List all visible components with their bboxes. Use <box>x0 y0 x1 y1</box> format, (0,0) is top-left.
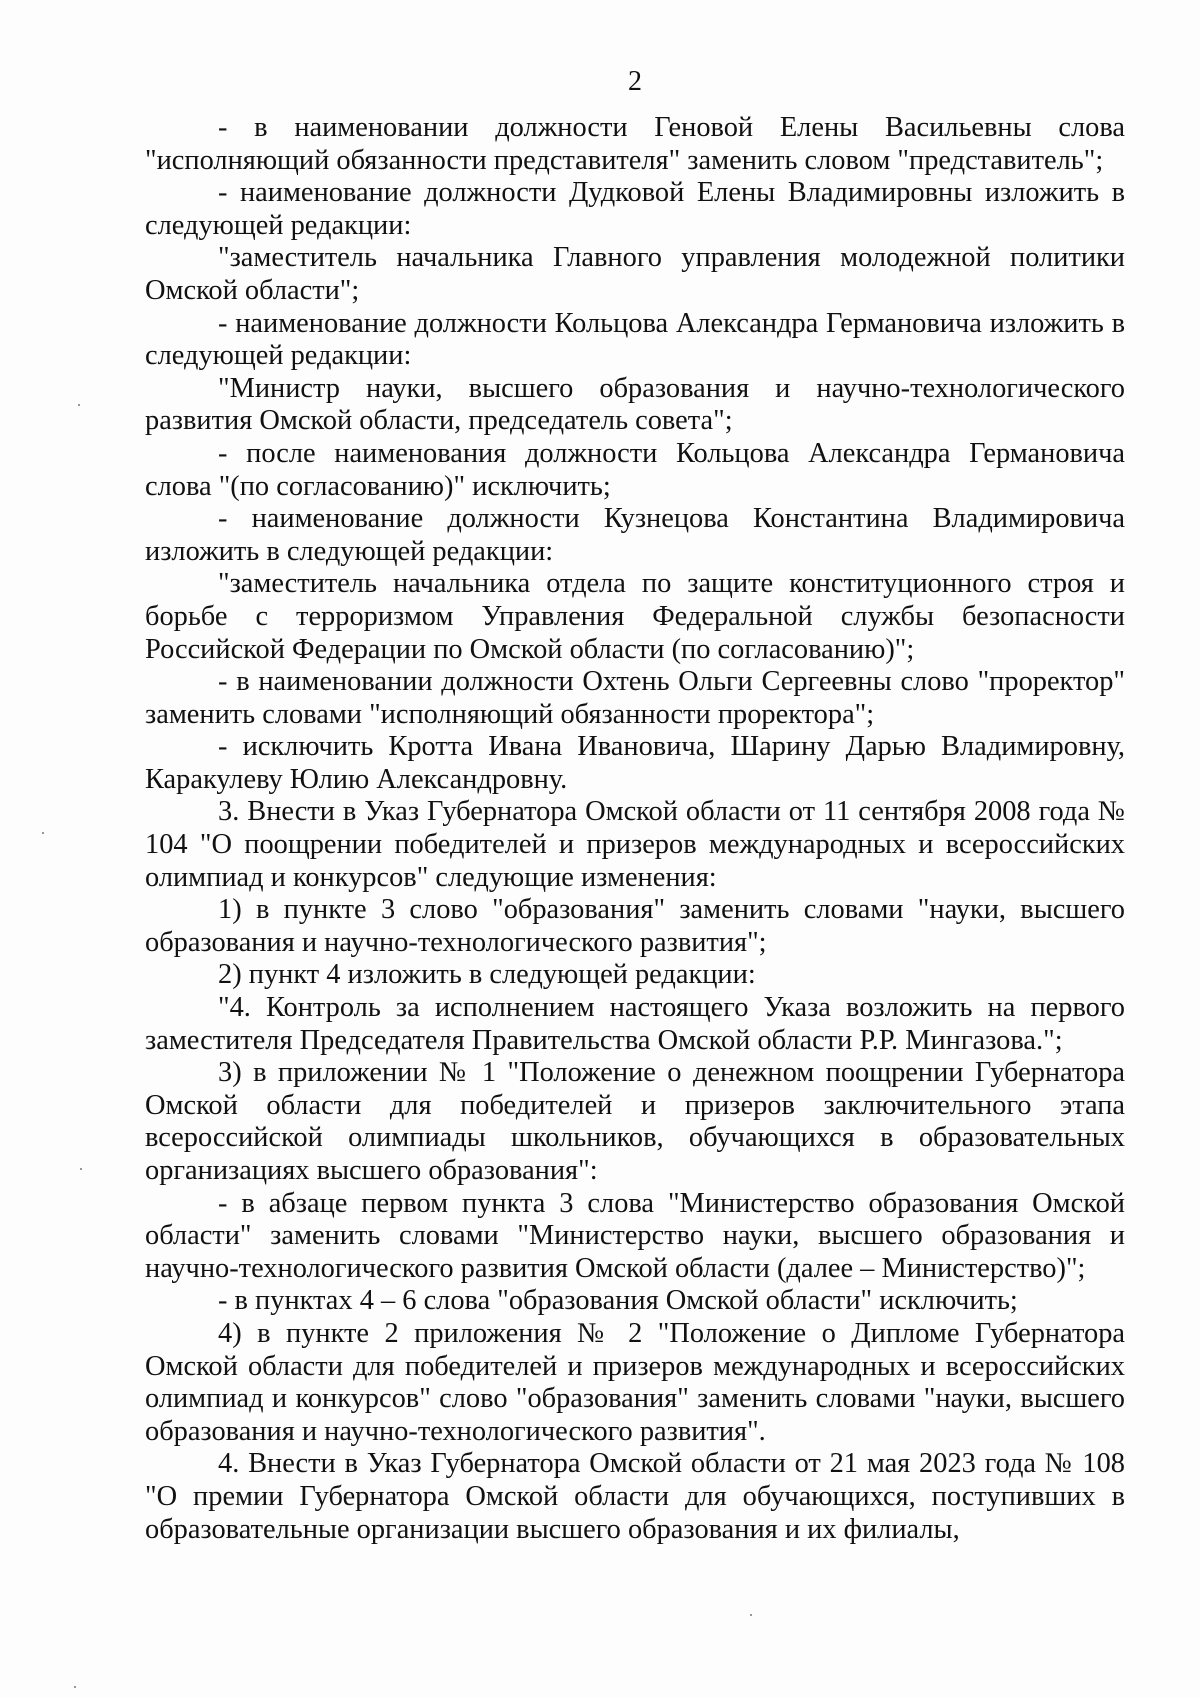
paragraph: - в абзаце первом пункта 3 слова "Министерство образования Омской области" заменить словами "Министерство науки, высшего образования и научно-технологического развития Омской области (далее – Министерство)"; <box>145 1187 1125 1284</box>
paragraph: "4. Контроль за исполнением настоящего Указа возложить на первого заместителя Председателя Правительства Омской области Р.Р. Мингазова."; <box>145 992 1125 1056</box>
paragraph: - наименование должности Кузнецова Константина Владимировича изложить в следующей редакции: <box>145 503 1125 567</box>
paragraph: 4. Внести в Указ Губернатора Омской области от 21 мая 2023 года № 108 "О премии Губернатора Омской области для обучающихся, поступивших в образовательные организации высшего образования и их филиалы, <box>145 1448 1125 1545</box>
paragraph: 3. Внести в Указ Губернатора Омской области от 11 сентября 2008 года № 104 "О поощрении победителей и призеров международных и всероссийских олимпиад и конкурсов" следующие изменения: <box>145 796 1125 893</box>
paragraph: "заместитель начальника отдела по защите конституционного строя и борьбе с терроризмом Управления Федеральной службы безопасности Российской Федерации по Омской области (по согласованию)"; <box>145 568 1125 665</box>
paragraph: - в пунктах 4 – 6 слова "образования Омской области" исключить; <box>218 1285 1018 1317</box>
scan-speck <box>750 1614 752 1616</box>
paragraph: 4) в пункте 2 приложения № 2 "Положение о Дипломе Губернатора Омской области для победителей и призеров международных и всероссийских олимпиад и конкурсов" слово "образования" заменить словами "науки, высшего образования и научно-технологического развития". <box>145 1317 1125 1447</box>
paragraph: 3) в приложении № 1 "Положение о денежном поощрении Губернатора Омской области для победителей и призеров заключительного этапа всероссийской олимпиады школьников, обучающихся в образовательных организациях высшего образования": <box>145 1057 1125 1186</box>
paragraph: - наименование должности Дудковой Елены Владимировны изложить в следующей редакции: <box>145 177 1125 241</box>
page-number: 2 <box>628 66 642 97</box>
paragraph: 1) в пункте 3 слово "образования" заменить словами "науки, высшего образования и научно-технологического развития"; <box>145 894 1125 958</box>
scan-speck <box>74 1686 76 1688</box>
paragraph: - исключить Кротта Ивана Ивановича, Шарину Дарью Владимировну, Каракулеву Юлию Александровну. <box>145 731 1125 795</box>
paragraph: "заместитель начальника Главного управления молодежной политики Омской области"; <box>145 242 1125 306</box>
paragraph: - наименование должности Кольцова Александра Германовича изложить в следующей редакции: <box>145 307 1125 372</box>
document-body <box>145 112 1125 1546</box>
paragraph: - в наименовании должности Геновой Елены Васильевны слова "исполняющий обязанности представителя" заменить словом "представитель"; <box>145 112 1125 176</box>
paragraph: 2) пункт 4 изложить в следующей редакции: <box>218 959 756 991</box>
paragraph: "Министр науки, высшего образования и научно-технологического развития Омской области, председатель совета"; <box>145 372 1125 437</box>
scan-speck <box>42 832 44 834</box>
scan-speck <box>80 1168 82 1170</box>
paragraph: - после наименования должности Кольцова Александра Германовича слова "(по согласованию)" исключить; <box>145 437 1125 502</box>
scan-speck <box>78 404 80 406</box>
paragraph: - в наименовании должности Охтень Ольги Сергеевны слово "проректор" заменить словами "исполняющий обязанности проректора"; <box>145 666 1125 730</box>
